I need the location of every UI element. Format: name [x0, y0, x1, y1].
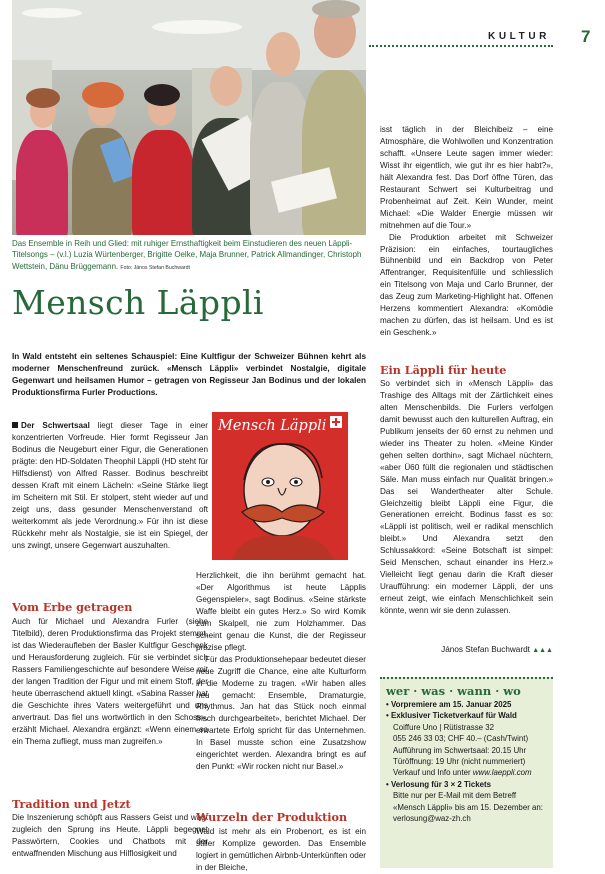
author-line [380, 645, 553, 654]
info-line-phone-price: 055 246 33 03; CHF 40.– (Cash/Twint) [393, 734, 529, 744]
info-line-show-time: Aufführung im Schwertsaal: 20.15 Uhr [393, 745, 527, 755]
website-link[interactable]: www.laeppli.com [472, 768, 532, 778]
column-2-paragraph-2: Für das Produktionsehepaar bedeutet dieser neue Zugriff die Chance, eine alte Kulturform in die Moderne zu tragen. «Wir haben alles neu gemacht: Ensemble, Dramaturgie, Rhythmus. Jan hat das Stück noch einmal frisch durchgearbeitet», berichtet Michael. Der erwartete Erfolg spricht für das Unternehmen. In Basel musste schon eine Zusatzshow eingerichtet werden. Alexandra bringt es auf den Punkt: «Wir rocken nicht nur Basel.» [196, 654, 366, 772]
info-bullet-premiere: • Vorpremiere am 15. Januar 2025 [386, 700, 512, 709]
column-3-paragraph-2: Die Produktion arbeitet mit Schweizer Präzision: ein einfaches, tourtaugliches Bühnenbild und ein Backdrop von Peter Affentranger, Requisitenfülle und schliesslich ein Titelsong von Maja und Carlo Brunner, der das Zeug zum Marketing-Highlight hat. Offenen Herzens kommentiert Alexandra: «Komödie machen zu dürfen, das ist heilsam. Und es ist ein Geschenk.» [380, 232, 553, 338]
info-line-doors: Türöffnung: 19 Uhr (nicht nummeriert) [393, 757, 526, 767]
header-dotted-rule [369, 45, 553, 47]
article-column-3-section-4 [380, 378, 553, 617]
section-2-paragraph: Die Inszenierung schöpft aus Rassers Geist und wagt zugleich den Sprung ins Heute. Läppli begegnet Passwörtern, Cookies und Chatbots mit der entwaffnenden Mischung aus Hilflosigkeit und [12, 813, 208, 858]
subheading-ein-laeppli-fuer-heute: Ein Läppli für heute [380, 363, 507, 377]
info-line-shop: Coiffure Uno | Rütistrasse 32 [393, 722, 495, 732]
caption-text: Das Ensemble in Reih und Glied: mit ruhiger Ernsthaftigkeit beim Einstudieren des neuen Läppli-Titelsongs – (v.l.) Luzia Würtenberger, Brigitte Oelke, Maja Brunner, Patrick Allmandinger, Christoph Wettstein, Dänu Brüggemann. [12, 239, 362, 271]
poster-title: Mensch Läppli [218, 418, 327, 434]
article-column-1 [12, 420, 208, 551]
info-line-raffle-2: «Mensch Läppli» bis am 15. Dezember an: [393, 802, 544, 812]
author-triangles-icon: ▲▲▲ [532, 647, 553, 654]
author-name: János Stefan Buchwardt [441, 645, 530, 654]
mensch-laeppli-poster [212, 412, 348, 560]
section-4-paragraph: So verbindet sich in «Mensch Läppli» das Trashige des Alltags mit der Zärtlichkeit eines alten Menschenbilds. Die Furlers verfolgen damit bewusst auch den kulturellen Auftrag, ein Publikum jenseits der 60 ernst zu nehmen und wieder ins Theater zu holen. «Meine Kinder gehen selten dorthin», sagt Michael nüchtern, «aber Ü60 füllt die regionalen und städtischen Säle. Man muss einfach nur Qualität bringen.» Das sei Wandertheater alter Schule. Gleichzeitig bleibt Läppli eine Figur, die Generationen erreicht. Bodinus fasst es so: «Läppli ist politisch, weil er radikal menschlich bleibt.» Und Alexandra setzt den Schlussakkord: «Seine Botschaft ist simpel: Seid Menschen, schaut einander ins Herz.» Vielleicht liegt genau darin die Kraft dieser Uraufführung: ein moderner Läppli, der uns erneut zeigt, wie einfach Menschlichkeit sein könnte, wenn wir sie denn zulassen. [380, 379, 553, 616]
intro-paragraph: liegt dieser Tage in einer konzentrierten Vorfreude. Hier formt Regisseur Jan Bodinus die Neugeburt einer Figur, die Generationen prägte: den HD-Soldaten Theophil Läppli (HD steht für Hilfsdienst) von Alfred Rasser. Bodinus beschreibt dessen Kraft mit einem Lächeln: «Seine Stärke liegt im Scheitern mit Stil. Er stolpert, steht wieder auf und zeigt uns, dass gesunder Menschenverstand oft weiterkommt als jede Verordnung.» Für ihn ist diese Rückkehr mehr als Nostalgie, sie ist ein Spiegel, der uns zwingt, unsere Gegenwart auszuhalten. [12, 421, 208, 550]
info-line-raffle-1: Bitte nur per E-Mail mit dem Betreff [393, 791, 517, 801]
subheading-wurzeln-der-produktion: Wurzeln der Produktion [196, 810, 348, 824]
column-3-paragraph-1: isst täglich in der Bleichibeiz – eine Atmosphäre, die Wohlwollen und Konzentration schafft. «Unsere Leute sagen immer wieder: Wisst ihr eigentlich, wie gut ihr es hier habt?», hält Alexandra fest. Das Dorf öffne Türen, das Restaurant Schwert sei Kulturbeitrag und Probenheimat auf Zeit. Kein Wunder, meint Michael: «Die Walder Energie müssen wir mitnehmen auf die Tour.» [380, 125, 553, 230]
info-bullet-raffle: • Verlosung für 3 × 2 Tickets [386, 779, 492, 789]
article-column-1-section-2 [12, 812, 208, 860]
article-column-2 [196, 570, 366, 773]
raffle-email-link[interactable]: verlosung@waz-zh.ch [393, 814, 471, 824]
intro-kicker: Der Schwertsaal [21, 421, 90, 430]
square-bullet-icon [12, 422, 18, 428]
section-3-paragraph: Wald ist mehr als ein Probenort, es ist ein stiller Komplize geworden. Das Ensemble logiert in gemütlichen Airbnb-Unterkünften oder in der Bleiche, [196, 827, 366, 872]
subheading-vom-erbe-getragen: Vom Erbe getragen [12, 600, 133, 614]
info-line-website: Verkauf und Info unter www.laeppli.com [393, 768, 532, 778]
photo-caption [12, 238, 366, 274]
article-title: Mensch Läppli [12, 283, 264, 322]
laeppli-caricature-icon [212, 432, 348, 560]
info-bullet-tickets: • Exklusiver Ticketverkauf für Wald [386, 711, 517, 721]
info-box [380, 677, 553, 868]
section-label: KULTUR [488, 31, 550, 42]
photo-credit: Foto: János Stefan Buchwardt [120, 264, 190, 271]
page-number: 7 [581, 27, 591, 46]
section-1-paragraph: Auch für Michael und Alexandra Furler (siehe Titelbild), deren Produktionsfirma das Projekt stemmt, ist das Wiederaufleben der Basler Kultfigur Geschenk und Herausforderung zugleich. Für sie verbindet sich Rassers Familiengeschichte auf besondere Weise mit der langen Tradition der Figur und mit einem Stoff, der heute überraschend aktuell klingt. «Sabina Rasser hat die Geschichte ihres Vaters weitergeführt und uns anvertraut. Das fiel uns wortwörtlich in den Schoss», erzählt Michael. Alexandra ergänzt: «Wenn einem so ein Thema zufliegt, muss man zugreifen.» [12, 617, 208, 746]
column-2-paragraph-1: Herzlichkeit, die ihn berühmt gemacht hat. «Der Algorithmus ist heute Läpplis Gegenspieler», sagt Bodinus. «Seine stärkste Waffe bleibt ein gutes Herz.» So wird Komik zum Skalpell, nie zum Holzhammer. Das scheint genau die Kunst, die der Regisseur präzise pflegt. [196, 571, 366, 652]
swiss-cross-icon [330, 416, 342, 428]
ensemble-photo [12, 0, 366, 235]
article-column-3 [380, 124, 553, 339]
info-box-title: wer · was · wann · wo [386, 684, 521, 698]
article-column-2-section-3 [196, 826, 366, 874]
article-column-1-section-1 [12, 616, 208, 747]
subheading-tradition-und-jetzt: Tradition und Jetzt [12, 797, 131, 811]
article-lead: In Wald entsteht ein seltenes Schauspiel: Eine Kultfigur der Schweizer Bühnen kehrt als moderner Menschenfreund zurück. «Mensch Läppli» verbindet Nostalgie, digitale Gegenwart und heilsamen Humor – getragen von Regisseur Jan Bodinus und der lokalen Produktionsfirma Furler Productions. [12, 352, 366, 397]
